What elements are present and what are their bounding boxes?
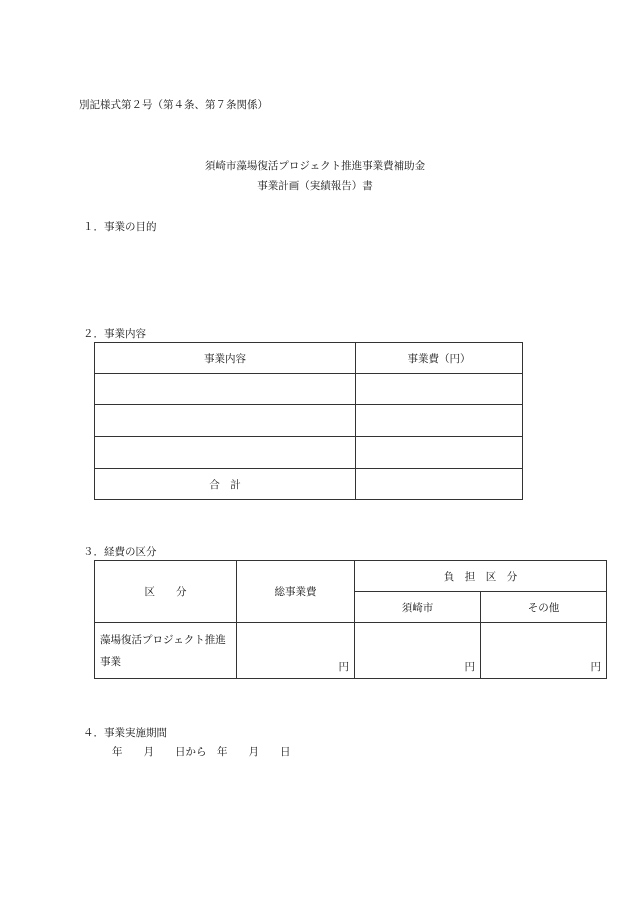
- table-row: [95, 437, 523, 469]
- content-cell-3[interactable]: [95, 437, 356, 469]
- implementation-period: 年 月 日から 年 月 日: [112, 746, 291, 758]
- expense-breakdown-table: [94, 560, 607, 679]
- content-cell-1[interactable]: [95, 374, 356, 405]
- header-total-cost: 総事業費: [237, 561, 355, 623]
- cost-cell-3[interactable]: [356, 437, 523, 469]
- item-label: 藻場復活プロジェクト推進事業: [95, 623, 237, 679]
- cost-cell-2[interactable]: [356, 405, 523, 437]
- table-row: [95, 623, 607, 679]
- section3-heading: ３．経費の区分: [83, 546, 157, 558]
- total-label: 合 計: [95, 469, 356, 500]
- header-city: 須崎市: [355, 592, 481, 623]
- header-category: 区 分: [95, 561, 237, 623]
- cost-cell-1[interactable]: [356, 374, 523, 405]
- header-content: 事業内容: [95, 343, 356, 374]
- business-content-table: [94, 342, 523, 500]
- total-cost-yen[interactable]: 円: [237, 623, 355, 679]
- section1-heading: １．事業の目的: [83, 221, 157, 233]
- header-other: その他: [481, 592, 607, 623]
- table-row: [95, 405, 523, 437]
- title-line-1: 須崎市藻場復活プロジェクト推進事業費補助金: [204, 160, 426, 172]
- city-yen[interactable]: 円: [355, 623, 481, 679]
- content-cell-2[interactable]: [95, 405, 356, 437]
- section4-heading: ４．事業実施期間: [83, 727, 167, 739]
- header-burden: 負 担 区 分: [355, 561, 607, 592]
- header-cost: 事業費（円）: [356, 343, 523, 374]
- table-row: [95, 374, 523, 405]
- total-cost-cell[interactable]: [356, 469, 523, 500]
- section2-heading: ２．事業内容: [83, 328, 146, 340]
- other-yen[interactable]: 円: [481, 623, 607, 679]
- title-line-2: 事業計画（実績報告）書: [257, 180, 373, 192]
- form-reference: 別記様式第２号（第４条、第７条関係）: [79, 99, 268, 111]
